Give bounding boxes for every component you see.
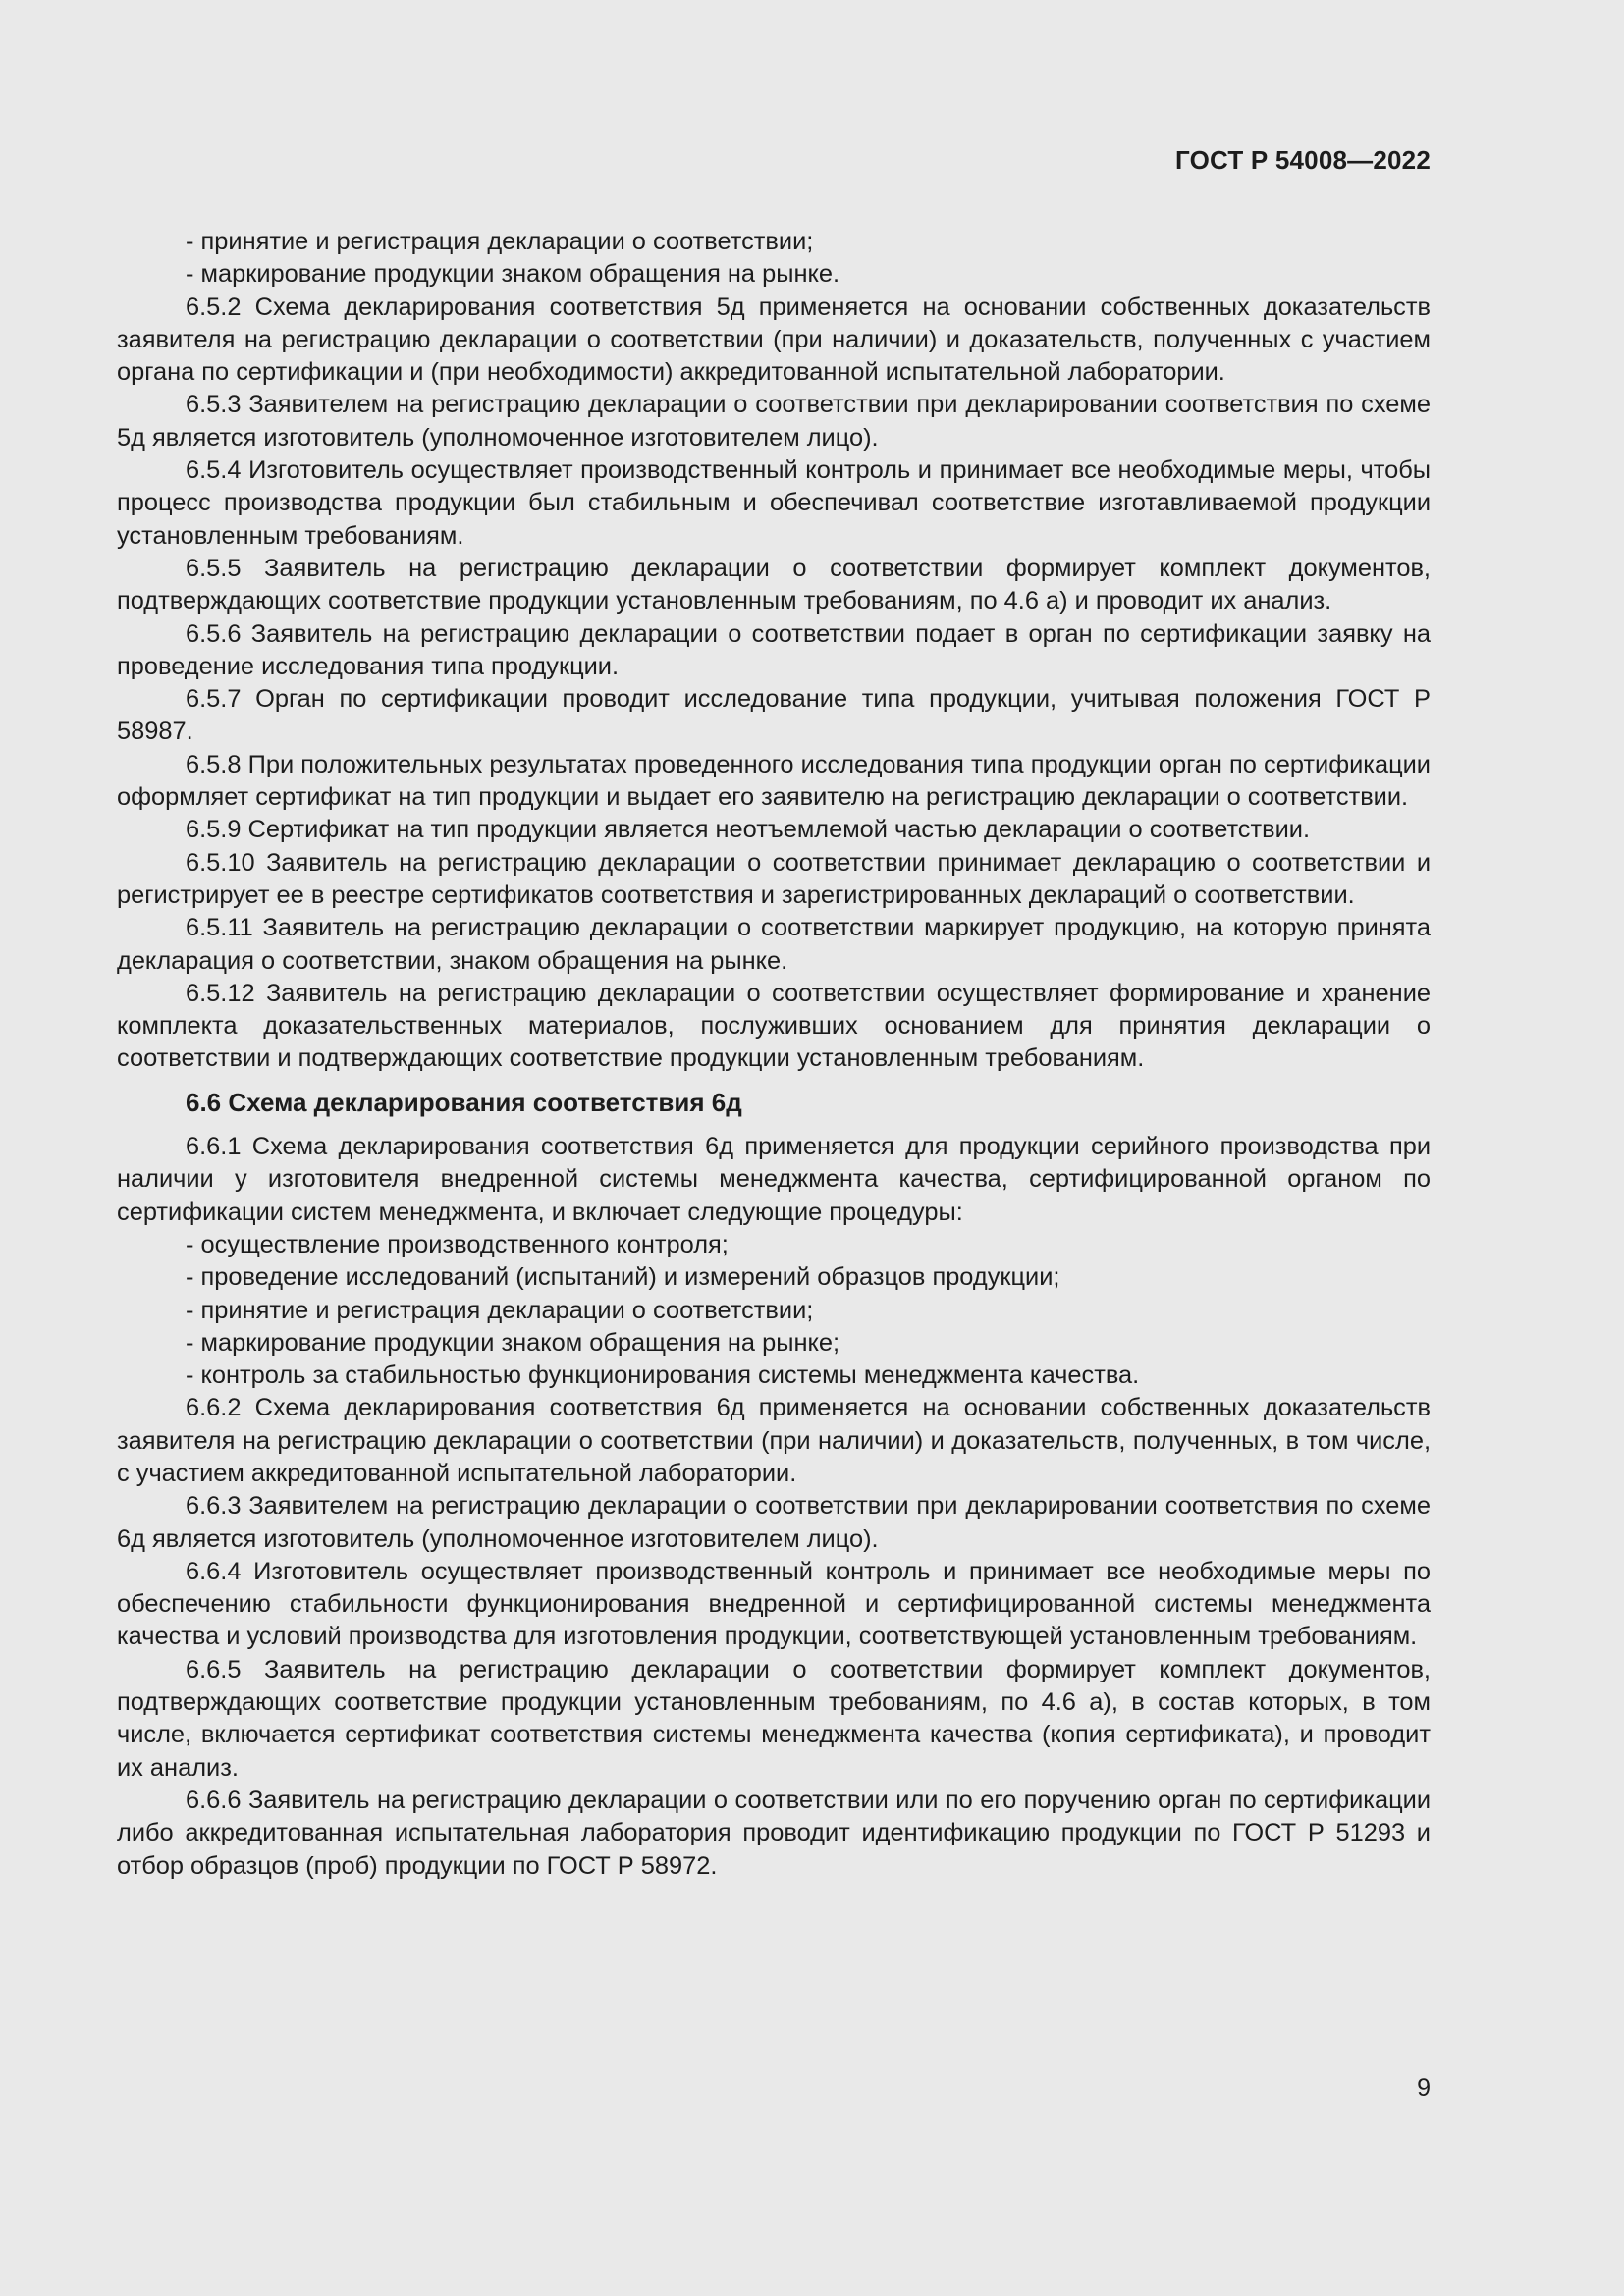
list-item: - принятие и регистрация декларации о соответствии; — [186, 228, 814, 255]
clause-paragraph: 6.5.8 При положительных результатах проведенного исследования типа продукции орган по сертификации оформляет сертификат на тип продукции и выдает его заявителю на регистрацию декларации о соответствии. — [117, 750, 1431, 812]
list-item: - принятие и регистрация декларации о соответствии; — [186, 1296, 814, 1324]
clause-paragraph: 6.6.3 Заявителем на регистрацию декларации о соответствии при декларировании соответствия по схеме 6д является изготовитель (уполномоченное изготовителем лицо). — [117, 1492, 1431, 1553]
clause-paragraph: 6.6.6 Заявитель на регистрацию декларации о соответствии или по его поручению орган по сертификации либо аккредитованная испытательная лаборатория проводит идентификацию продукции по ГОСТ Р 51293 и отбор образцов (проб) продукции по ГОСТ Р 58972. — [117, 1786, 1431, 1880]
clause-paragraph: 6.5.6 Заявитель на регистрацию декларации о соответствии подает в орган по сертификации заявку на проведение исследования типа продукции. — [117, 619, 1431, 680]
clause-paragraph: 6.5.7 Орган по сертификации проводит исследование типа продукции, учитывая положения ГОСТ Р 58987. — [117, 685, 1431, 746]
clause-paragraph: 6.6.5 Заявитель на регистрацию декларации о соответствии формирует комплект документов, подтверждающих соответствие продукции установленным требованиям, по 4.6 а), в состав которых, в том числе, включается сертификат соответствия системы менеджмента качества (копия сертификата), и проводит их анализ. — [117, 1655, 1431, 1782]
clause-paragraph: 6.5.11 Заявитель на регистрацию декларации о соответствии маркирует продукцию, на которую принята декларация о соответствии, знаком обращения на рынке. — [117, 914, 1431, 975]
section-heading: 6.6 Схема декларирования соответствия 6д — [186, 1087, 742, 1117]
list-item: - проведение исследований (испытаний) и измерений образцов продукции; — [186, 1263, 1060, 1292]
list-item: - маркирование продукции знаком обращения на рынке; — [186, 1328, 840, 1357]
clause-paragraph: 6.6.1 Схема декларирования соответствия 6д применяется для продукции серийного производства при наличии у изготовителя внедренной системы менеджмента качества, сертифицированной органом по сертификации систем менеджмента, и включает следующие процедуры: — [117, 1133, 1431, 1226]
clause-paragraph: 6.5.2 Схема декларирования соответствия 5д применяется на основании собственных доказательств заявителя на регистрацию декларации о соответствии (при наличии) и доказательств, полученных с участием органа по сертификации и (при необходимости) аккредитованной испытательной лаборатории. — [117, 293, 1431, 387]
clause-paragraph: 6.5.4 Изготовитель осуществляет производственный контроль и принимает все необходимые меры, чтобы процесс производства продукции был стабильным и обеспечивал соответствие изготавливаемой продукции установленным требованиям. — [117, 456, 1431, 550]
clause-paragraph: 6.5.12 Заявитель на регистрацию декларации о соответствии осуществляет формирование и хранение комплекта доказательственных материалов, послуживших основанием для принятия декларации о соответствии и подтверждающих соответствие продукции установленным требованиям. — [117, 979, 1431, 1073]
page-number: 9 — [1417, 2074, 1431, 2102]
document-body — [117, 226, 1431, 1883]
clause-paragraph: 6.5.3 Заявителем на регистрацию декларации о соответствии при декларировании соответствия по схеме 5д является изготовитель (уполномоченное изготовителем лицо). — [117, 391, 1431, 452]
clause-paragraph: 6.5.10 Заявитель на регистрацию декларации о соответствии принимает декларацию о соответствии и регистрирует ее в реестре сертификатов соответствия и зарегистрированных деклараций о соответствии. — [117, 848, 1431, 909]
clause-paragraph: 6.5.9 Сертификат на тип продукции является неотъемлемой частью декларации о соответствии. — [186, 816, 1311, 844]
list-item: - маркирование продукции знаком обращения на рынке. — [186, 260, 840, 289]
document-code-header: ГОСТ Р 54008—2022 — [1175, 145, 1431, 175]
clause-paragraph: 6.6.2 Схема декларирования соответствия 6д применяется на основании собственных доказательств заявителя на регистрацию декларации о соответствии (при наличии) и доказательств, полученных, в том числе, с участием аккредитованной испытательной лаборатории. — [117, 1394, 1431, 1487]
clause-paragraph: 6.6.4 Изготовитель осуществляет производственный контроль и принимает все необходимые меры по обеспечению стабильности функционирования внедренной и сертифицированной системы менеджмента качества и условий производства для изготовления продукции, соответствующей установленным требованиям. — [117, 1557, 1431, 1651]
clause-paragraph: 6.5.5 Заявитель на регистрацию декларации о соответствии формирует комплект документов, подтверждающих соответствие продукции установленным требованиям, по 4.6 а) и проводит их анализ. — [117, 554, 1431, 615]
list-item: - осуществление производственного контроля; — [186, 1230, 729, 1258]
list-item: - контроль за стабильностью функционирования системы менеджмента качества. — [186, 1362, 1140, 1390]
